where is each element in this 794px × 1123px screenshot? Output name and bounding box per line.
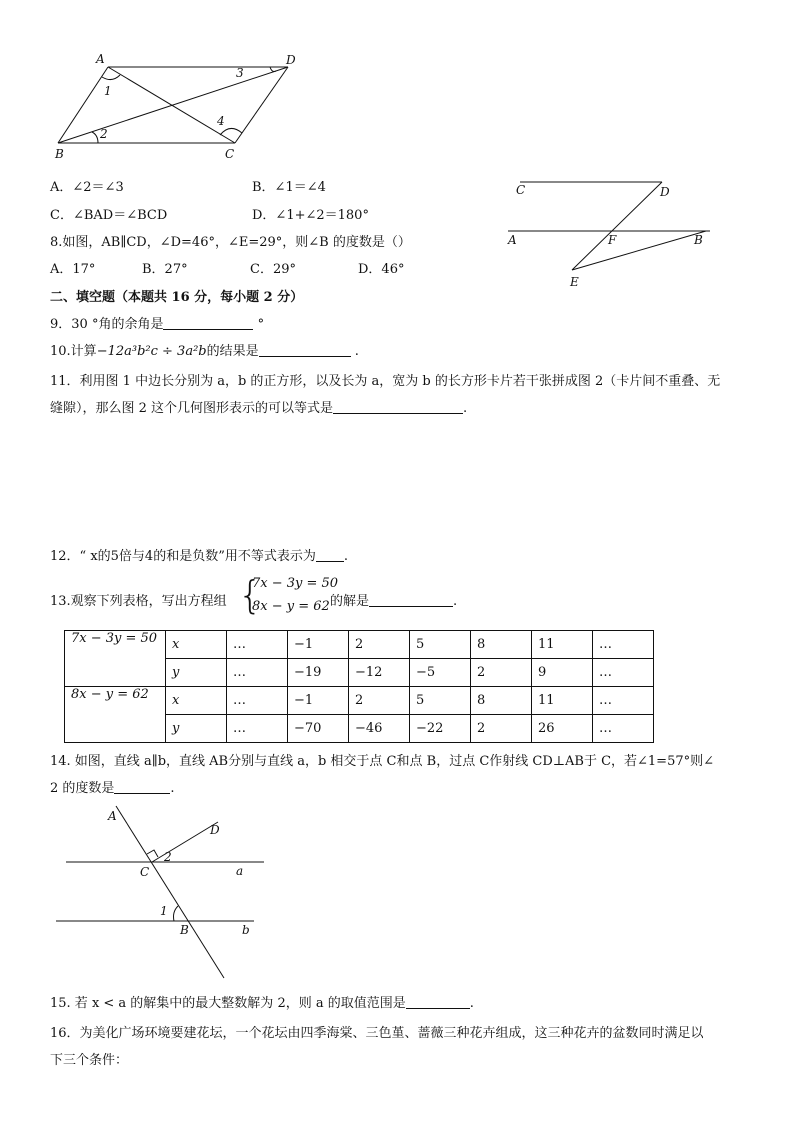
label-f: F: [608, 233, 617, 247]
question-15: [50, 992, 474, 1011]
table-cell: …: [227, 715, 288, 743]
label-c: C: [140, 865, 150, 879]
table-cell: −12: [349, 659, 410, 687]
q9-degree: °: [257, 317, 265, 332]
q14-end: .: [170, 781, 175, 796]
table-cell: −19: [288, 659, 349, 687]
angle-arc-1: [174, 906, 179, 921]
table-cell: …: [593, 715, 654, 743]
q10-text: 10.计算: [50, 344, 97, 359]
table-cell: 9: [532, 659, 593, 687]
angle-label-2: 2: [100, 127, 108, 141]
q7-option-d: D．∠1+∠2＝180°: [252, 208, 369, 223]
q13-equation-2: 8x − y = 62: [252, 599, 330, 614]
label-e: E: [570, 275, 579, 289]
table-cell: −5: [410, 659, 471, 687]
question-14-line2: [50, 777, 175, 796]
table-cell: …: [593, 687, 654, 715]
q7-option-a: A．∠2＝∠3: [50, 180, 124, 195]
table-y-label: y: [166, 715, 227, 743]
q13-brace: {: [238, 573, 263, 617]
label-d: D: [286, 53, 296, 67]
label-b: B: [55, 147, 64, 161]
label-a: A: [508, 233, 517, 247]
angle-label-2: 2: [164, 850, 172, 864]
q10-expression: −12a³b²c ÷ 3a²b: [96, 344, 207, 359]
angle-label-1: 1: [104, 84, 112, 98]
table-cell: 26: [532, 715, 593, 743]
table-cell: −22: [410, 715, 471, 743]
q8-option-a: A．17°: [50, 262, 96, 277]
table-cell: −1: [288, 687, 349, 715]
q16-line1: 16．为美化广场环境要建花坛，一个花坛由四季海棠、三色堇、蔷薇三种花卉组成，这三种花卉的盆数同时满足以: [50, 1026, 704, 1041]
angle-label-4: 4: [217, 114, 225, 128]
q7-option-c: C．∠BAD＝∠BCD: [50, 208, 168, 223]
label-a: A: [96, 52, 105, 66]
q13-text-after: 的解是: [330, 594, 370, 609]
table-cell: …: [227, 659, 288, 687]
segment-bd: [58, 67, 288, 143]
q8-option-d: D．46°: [358, 262, 405, 277]
label-line-a: a: [236, 864, 244, 878]
table-cell: −46: [349, 715, 410, 743]
table-cell: 5: [410, 687, 471, 715]
q8-option-b: B．27°: [142, 262, 188, 277]
table-cell: 5: [410, 631, 471, 659]
q10-text-after: 的结果是: [206, 344, 259, 359]
table-x-label: x: [166, 631, 227, 659]
line-ab-transversal: [116, 806, 224, 978]
table-cell: 2: [349, 687, 410, 715]
question-10: [50, 340, 359, 359]
q12-answer-blank[interactable]: [316, 547, 344, 562]
table-eq1-cell: 7x − 3y = 50: [65, 631, 166, 687]
q15-text: 15. 若 x < a 的解集中的最大整数解为 2，则 a 的取值范围是: [50, 996, 406, 1011]
figure-q8-parallel-lines: [500, 170, 740, 295]
q8-option-c: C．29°: [250, 262, 296, 277]
q13-answer-blank[interactable]: [369, 592, 453, 607]
q14-line2: 2 的度数是: [50, 781, 115, 796]
q15-end: .: [469, 996, 474, 1011]
q9-answer-blank[interactable]: [163, 315, 253, 330]
angle-label-1: 1: [160, 904, 168, 918]
question-9: [50, 313, 264, 332]
table-cell: 11: [532, 631, 593, 659]
q11-line1: 11．利用图 1 中边长分别为 a，b 的正方形，以及长为 a，宽为 b 的长方形卡片若干张拼成图 2（卡片间不重叠、无: [50, 374, 721, 389]
q7-option-b: B．∠1＝∠4: [252, 180, 326, 195]
q11-answer-blank[interactable]: [333, 399, 463, 414]
label-c: C: [225, 147, 235, 161]
table-cell: 11: [532, 687, 593, 715]
label-b: B: [180, 923, 189, 937]
table-x-label: x: [166, 687, 227, 715]
q12-text: 12．“ x的5倍与4的和是负数”用不等式表示为: [50, 549, 316, 564]
q11-line2: 缝隙），那么图 2 这个几何图形表示的可以等式是: [50, 401, 334, 416]
q14-answer-blank[interactable]: [114, 779, 170, 794]
table-cell: 8: [471, 631, 532, 659]
table-y-label: y: [166, 659, 227, 687]
angle-arc-2: [92, 132, 98, 143]
label-c: C: [516, 183, 526, 197]
q13-end: .: [453, 594, 458, 609]
table-row: [65, 631, 654, 659]
q13-text: 13.观察下列表格，写出方程组: [50, 594, 227, 609]
table-cell: 2: [471, 715, 532, 743]
table-cell: …: [227, 631, 288, 659]
q14-line1: 14. 如图，直线 a∥b，直线 AB分别与直线 a，b 相交于点 C和点 B，过点 C作射线 CD⊥AB于 C，若∠1=57°则∠: [50, 754, 715, 769]
q13-value-table: [64, 630, 654, 743]
table-cell: −1: [288, 631, 349, 659]
label-line-b: b: [242, 923, 250, 937]
ray-cd: [152, 822, 218, 862]
label-b: B: [694, 233, 703, 247]
angle-arc-4: [220, 128, 242, 135]
q11-end: .: [463, 401, 468, 416]
figure-q7-parallelogram: [40, 45, 320, 170]
table-cell: …: [593, 659, 654, 687]
figure-q14-parallel-lines: [50, 800, 290, 985]
table-cell: …: [593, 631, 654, 659]
table-row: [65, 687, 654, 715]
table-cell: 2: [349, 631, 410, 659]
table-cell: …: [227, 687, 288, 715]
question-13-tail: [330, 590, 457, 609]
table-cell: −70: [288, 715, 349, 743]
question-11-line2: [50, 397, 467, 416]
table-cell: 2: [471, 659, 532, 687]
section-heading-fill-in: 二、填空题（本题共 16 分，每小题 2 分）: [50, 290, 304, 305]
right-angle-mark: [147, 850, 158, 857]
question-12: [50, 545, 348, 564]
q10-answer-blank[interactable]: [259, 342, 351, 357]
q12-end: .: [343, 549, 348, 564]
q15-answer-blank[interactable]: [406, 994, 470, 1009]
q9-text: 9．30 °角的余角是: [50, 317, 164, 332]
table-eq2-cell: 8x − y = 62: [65, 687, 166, 743]
angle-label-3: 3: [236, 66, 244, 80]
label-d: D: [660, 185, 670, 199]
label-d: D: [210, 823, 220, 837]
q10-end: .: [354, 344, 359, 359]
q8-stem: 8.如图，AB∥CD，∠D=46°，∠E=29°，则∠B 的度数是（）: [50, 235, 411, 250]
q13-equation-1: 7x − 3y = 50: [252, 576, 339, 591]
angle-arc-1: [102, 75, 120, 80]
label-a-point: A: [108, 809, 117, 823]
q16-line2: 下三个条件：: [50, 1053, 129, 1068]
table-cell: 8: [471, 687, 532, 715]
